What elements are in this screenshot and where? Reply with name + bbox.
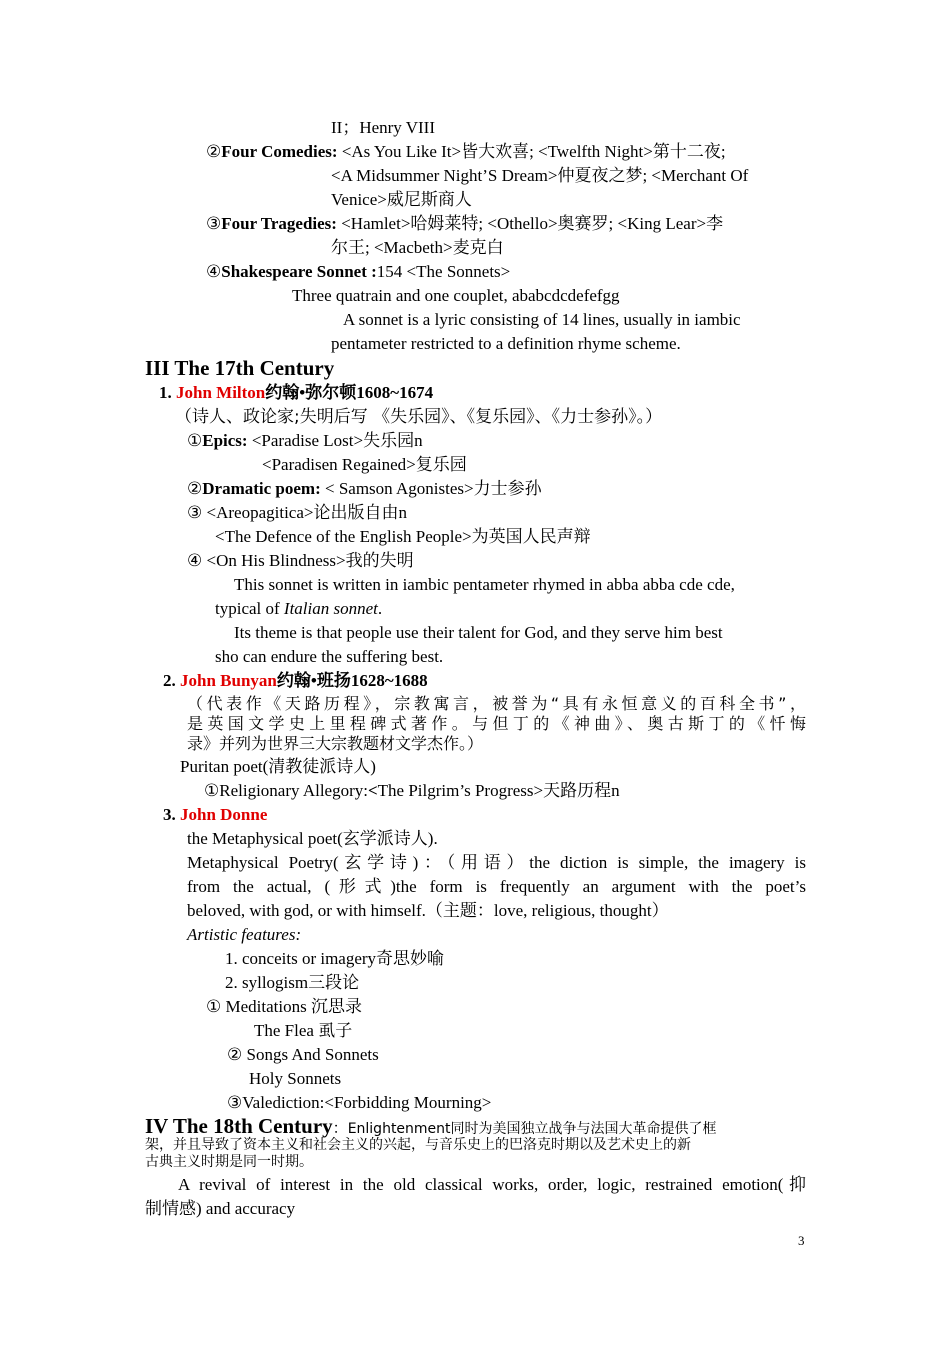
section-4-intro-line-1: Enlightenment同时为美国独立战争与法国大革命提供了框 [347,1121,717,1137]
revival-text-1: A revival of interest in the old classical works, order, logic, restrained emotion(抑 [178,1175,806,1194]
four-comedies-line-2: <A Midsummer Night’S Dream>仲夏夜之梦; <Merchant Of [331,166,749,185]
donne-num: 3. [163,805,180,824]
donne-work-1 [206,995,362,1019]
feature-1: 1. conceits or imagery奇思妙喻 [225,949,445,968]
bunyan-name-cn: 约翰•班扬1628~1688 [276,671,428,690]
revival-line-2: 制情感) and accuracy [145,1199,296,1218]
typical-of: typical of [215,599,284,618]
italian-sonnet: Italian sonnet [283,599,378,618]
page-number: 3 [798,1233,805,1248]
donne-heading [163,803,267,827]
four-comedies-label: Four Comedies: [221,142,338,161]
four-tragedies-text: <Hamlet>哈姆莱特; <Othello>奥赛罗; <King Lear>李 [336,214,724,233]
blindness-para-1-text: This sonnet is written in iambic pentameter rhymed in abba abba cde cde, [234,575,735,594]
sonnet-definition-line-2: pentameter restricted to a definition rhyme scheme. [331,334,681,353]
milton-num: 1. [159,383,176,402]
circle-num: ② [227,1045,243,1064]
milton-name-cn: 约翰•弥尔顿1608~1674 [265,383,434,402]
bunyan-heading [163,669,428,693]
epics-label: Epics: [202,431,248,450]
circle-num: ① [204,781,220,800]
donne-metaphysical-poet: the Metaphysical poet(玄学派诗人). [187,829,438,848]
shakespeare-sonnet-text: 154 <The Sonnets> [376,262,511,281]
meta-line-2: from the actual, (形式)the form is frequently an argument with the poet’s [187,877,806,896]
section-4-colon: ： [332,1119,348,1137]
four-tragedies-label: Four Tragedies: [221,214,337,233]
circle-num: ③ [227,1093,243,1112]
milton-intro: （诗人、政论家;失明后写 《失乐园》、《复乐园》、《力士参孙》。） [175,407,663,427]
circle-num: ② [187,479,203,498]
donne-work-2 [227,1043,379,1067]
section-4-title: IV The 18th Century [145,1114,333,1138]
sonnet-form: Three quatrain and one couplet, ababcdcdefefgg [292,286,620,305]
section-4-intro-line-2: 架，并且导致了资本主义和社会主义的兴起，与音乐史上的巴洛克时期以及艺术史上的新 [145,1137,691,1153]
sonnet-definition-line-1 [343,308,806,332]
blindness-para-1-line-1 [234,573,806,597]
circle-num: ③ [206,214,222,233]
milton-defence-line: <The Defence of the English People>为英国人民声辩 [215,527,591,546]
blindness-para-1-line-2 [215,597,382,621]
epics-text: <Paradise Lost>失乐园n [247,431,423,450]
work-2-text: Songs And Sonnets [242,1045,379,1064]
four-tragedies-line-2: 尔王; <Macbeth>麦克白 [331,238,504,257]
section-4-intro-line-3: 古典主义时期是同一时期。 [145,1154,313,1170]
circle-num: ④ [206,262,222,281]
blindness-para-2-text: Its theme is that people use their talent for God, and they serve him best [234,623,723,642]
milton-epics-line-2: <Paradisen Regained>复乐园 [262,455,467,474]
bunyan-intro-line-2: 是英国文学史上里程碑式著作。与但丁的《神曲》、奥古斯丁的《忏悔 [187,714,806,733]
circle-num: ② [206,142,222,161]
donne-work-1b: The Flea 虱子 [254,1021,353,1040]
allegory-label: Religionary Allegory: [219,781,368,800]
period: . [377,599,383,618]
blindness-para-2-line-2: sho can endure the suffering best. [215,647,444,666]
shakespeare-cont-line: II；Henry VIII [331,118,436,137]
allegory-title: The Pilgrim’s Progress>天路历程n [377,781,620,800]
donne-name: John Donne [180,805,268,824]
areopagitica-text: <Areopagitica>论出版自由n [202,503,407,522]
dramatic-label: Dramatic poem: [202,479,321,498]
circle-num: ① [206,997,222,1016]
milton-dramatic-line [187,477,542,501]
bunyan-intro [187,694,806,754]
bunyan-intro-line-3: 录》并列为世界三大宗教题材文学杰作。） [187,734,484,753]
blindness-para-2-line-1 [234,621,806,645]
milton-heading [159,381,433,405]
donne-metaphysical-poetry [187,851,806,923]
revival-line-1 [178,1173,806,1197]
bunyan-allegory-line [204,779,620,803]
donne-work-3 [227,1091,491,1115]
feature-2: 2. syllogism三段论 [225,973,360,992]
section-17th-century-heading: III The 17th Century [145,356,335,380]
allegory-bracket: < [367,781,378,800]
artistic-features-label: Artistic features: [187,925,302,944]
sonnet-definition-text-1: A sonnet is a lyric consisting of 14 lines, usually in iambic [343,310,741,329]
section-4-intro [145,1137,806,1171]
meta-line-3: beloved, with god, or with himself.（主题：love, religious, thought） [187,901,669,920]
work-1-text: Meditations 沉思录 [221,997,362,1016]
four-comedies-line [206,140,726,164]
donne-work-2b: Holy Sonnets [249,1069,342,1088]
blindness-text: <On His Blindness>我的失明 [202,551,414,570]
milton-name: John Milton [176,383,266,402]
bunyan-name: John Bunyan [180,671,277,690]
bunyan-intro-line-1: （代表作《天路历程》，宗教寓言，被誉为“具有永恒意义的百科全书”， [187,694,806,713]
milton-blindness-line [187,549,414,573]
circle-num: ④ [187,551,203,570]
meta-line-1: Metaphysical Poetry(玄学诗)：（用语）the diction is simple, the imagery is [187,853,806,872]
circle-num: ③ [187,503,203,522]
shakespeare-sonnet-label: Shakespeare Sonnet : [221,262,377,281]
bunyan-num: 2. [163,671,180,690]
four-tragedies-line [206,212,723,236]
four-comedies-text: <As You Like It>皆大欢喜; <Twelfth Night>第十二夜; [337,142,726,161]
dramatic-text: < Samson Agonistes>力士参孙 [320,479,542,498]
milton-areopagitica-line [187,501,407,525]
milton-epics-line [187,429,423,453]
circle-num: ① [187,431,203,450]
shakespeare-sonnet-line [206,260,510,284]
work-3-text: Valediction:<Forbidding Mourning> [242,1093,492,1112]
bunyan-puritan: Puritan poet(清教徒派诗人) [180,757,376,776]
four-comedies-line-3: Venice>威尼斯商人 [331,190,472,209]
